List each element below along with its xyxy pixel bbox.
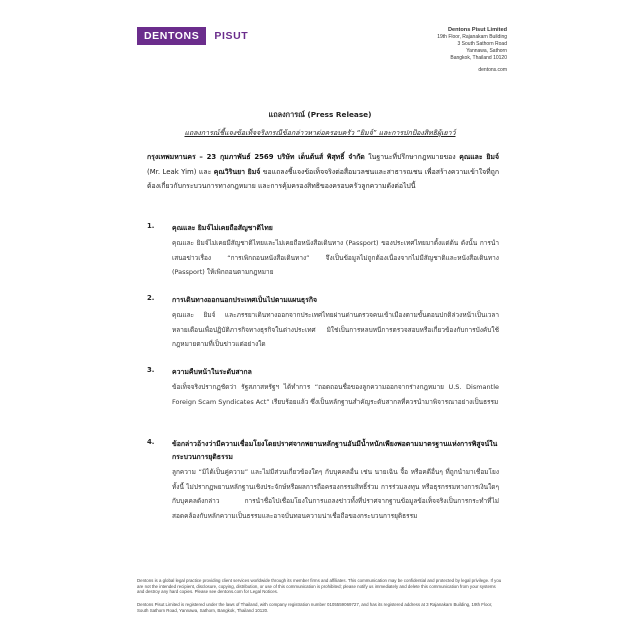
logo-pisut-text: PISUT (214, 30, 249, 42)
intro-text: ขอแถลงชี้แจงข้อเท็จจริงต่อสื่อมวลชนและสาธารณชน เพื่อสร้างความเข้าใจที่ถูกต้องเกี่ยวกับกระบวนการทางกฎหมาย และการคุ้มครองสิทธิของครอบครัวลูกความดังต่อไปนี้ (147, 167, 499, 190)
footer-registration: Dentons Pisut Limited is registered under the laws of Thailand, with company registration number 0105559069727, and has its registered address at 3 Rajanakarn Building, 19th Floor, South Sathorn Road, Yannawa, Sathorn, Bangkok, Thailand 10120. (137, 602, 493, 613)
address-line: Yannawa, Sathorn (466, 48, 507, 54)
item-body: ลูกความ “มิได้เป็นคู่ความ” และไม่มีส่วนเกี่ยวข้องใดๆ กับบุคคลอื่น เช่น นายเฉิน จื้อ หรือคดีอื่นๆ ที่ถูกนำมาเชื่อมโยง ทั้งนี้ ไม่ปรากฏพยานหลักฐานเชิงประจักษ์หรือผลการถือครองกรรมสิทธิ์ร่วม การร่วมลงทุน หรือธุรกรรมทางการเงินใดๆ กับบุคคลดังกล่าว การนำชื่อไปเชื่อมโยงในการแถลงข่าวทั้งที่ปราศจากฐานข้อมูลข้อเท็จจริงเป็นการกระทำที่ไม่สอดคล้องกับหลักความเป็นธรรมและอาจบั่นทอนความน่าเชื่อถือของกระบวนการยุติธรรม (172, 468, 499, 520)
item-body: ข้อเท็จจริงปรากฏชัดว่า รัฐสภาสหรัฐฯ ได้ทำการ “ถอดถอนชื่อของลูกความออกจากร่างกฎหมาย U.S. Dismantle Foreign Scam Syndicates Act” เรียบร้อยแล้ว ซึ่งเป็นหลักฐานสำคัญระดับสากลที่ควรนำมาพิจารณาอย่างเป็นธรรม (172, 383, 499, 406)
dentons-pisut-logo (137, 27, 248, 45)
press-release-title: แถลงการณ์ (Press Release) (268, 110, 372, 119)
item-number: 1. (147, 222, 155, 230)
logo-dentons-block: DENTONS (137, 27, 206, 45)
address-line: 19th Floor, Rajanakarn Building (437, 34, 507, 40)
item-heading: การเดินทางออกนอกประเทศเป็นไปตามแผนธุรกิจ (172, 296, 318, 304)
footer-disclaimer: Dentons is a global legal practice providing client services worldwide through its member firms and affiliates. This communication may be confidential and protected by legal privilege. If you are not the intended recipient, disclosure, copying, distribution, or use of this communication is prohibited; please notify us immediately and delete this communication from your systems and destroy any hard copies. Please see dentons.com for Legal Notices. (137, 578, 502, 595)
item-number: 4. (147, 438, 155, 446)
intro-text: ในฐานะที่ปรึกษากฎหมายของ (364, 153, 460, 161)
item-body: คุณและ ยิมจ์ไม่เคยมีสัญชาติไทยและไม่เคยถือหนังสือเดินทาง (Passport) ของประเทศไทยมาตั้งแต่ต้น ดังนั้น การนำเสนอข่าวเรื่อง “การเพิกถอนหนังสือเดินทาง” จึงเป็นข้อมูลไม่ถูกต้องเนื่องจากไม่มีสัญชาติและหนังสือเดินทาง (Passport) ให้เพิกถอนตามกฎหมาย (172, 239, 499, 276)
item-heading: ความคืบหน้าในระดับสากล (172, 368, 252, 376)
item-heading: ข้อกล่าวอ้างว่ามีความเชื่อมโยงโดยปราศจากพยานหลักฐานอันมีน้ำหนักเพียงพอตามมาตรฐานแห่งการพิสูจน์ในกระบวนการยุติธรรม (172, 440, 498, 461)
firm-name: Dentons Pisut Limited (447, 27, 507, 33)
client-spouse-name: คุณวิรินยา ยิมจ์ (213, 167, 261, 176)
address-line: 3 South Sathorn Road (457, 41, 507, 47)
address-line: Bangkok, Thailand 10120 (450, 55, 507, 61)
firm-address-block (437, 27, 507, 74)
item-body: คุณและ ยิมจ์ และภรรยาเดินทางออกจากประเทศไทยผ่านด่านตรวจคนเข้าเมืองตามขั้นตอนปกติล่วงหน้าเป็นเวลาหลายเดือนเพื่อปฏิบัติภารกิจทางธุรกิจในต่างประเทศ มิใช่เป็นการหลบหนีการตรวจสอบหรือเกี่ยวข้องกับการบังคับใช้กฎหมายตามที่เป็นข่าวแต่อย่างใด (172, 311, 499, 348)
intro-text: (Mr. Leak Yim) และ (147, 167, 214, 176)
press-release-subtitle: แถลงการณ์ชี้แจงข้อเท็จจริงกรณีข้อกล่าวหาต่อครอบครัว “ยิมจ์” และการปกป้องสิทธิผู้เยาว์ (184, 129, 456, 137)
website-link[interactable]: dentons.com (478, 67, 507, 73)
item-number: 3. (147, 366, 155, 374)
intro-paragraph (147, 150, 499, 194)
item-number: 2. (147, 294, 155, 302)
client-name: คุณและ ยิมจ์ (459, 153, 499, 161)
intro-lead: กรุงเทพมหานคร – 23 กุมภาพันธ์ 2569 บริษัท เด็นต้นส์ พิสุทธิ์ จำกัด (147, 153, 365, 161)
item-heading: คุณและ ยิมจ์ไม่เคยถือสัญชาติไทย (172, 224, 273, 232)
